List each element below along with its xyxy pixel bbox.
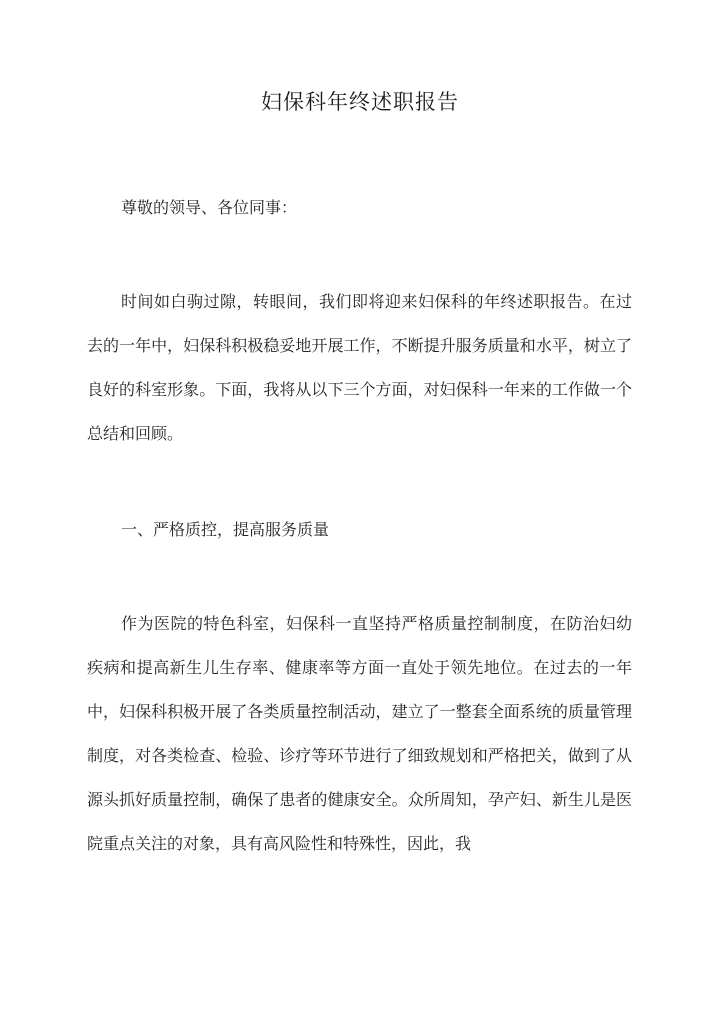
document-title: 妇保科年终述职报告 xyxy=(261,90,459,114)
section-heading-1: 一、严格质控，提高服务质量 xyxy=(121,520,330,539)
section-1-body-paragraph: 作为医院的特色科室，妇保科一直坚持严格质量控制制度，在防治妇幼疾病和提高新生儿生存率、健康率等方面一直处于领先地位。在过去的一年中，妇保科积极开展了各类质量控制活动，建立了一整套全面系统的质量管理制度，对各类检查、检验、诊疗等环节进行了细致规划和严格把关，做到了从源头抓好质量控制，确保了患者的健康安全。众所周知，孕产妇、新生儿是医院重点关注的对象，具有高风险性和特殊性，因此，我 xyxy=(87,614,632,853)
greeting-paragraph: 尊敬的领导、各位同事： xyxy=(121,198,298,217)
intro-paragraph: 时间如白驹过隙，转眼间，我们即将迎来妇保科的年终述职报告。在过去的一年中，妇保科积极稳妥地开展工作，不断提升服务质量和水平，树立了良好的科室形象。下面，我将从以下三个方面，对妇保科一年来的工作做一个总结和回顾。 xyxy=(87,292,632,443)
